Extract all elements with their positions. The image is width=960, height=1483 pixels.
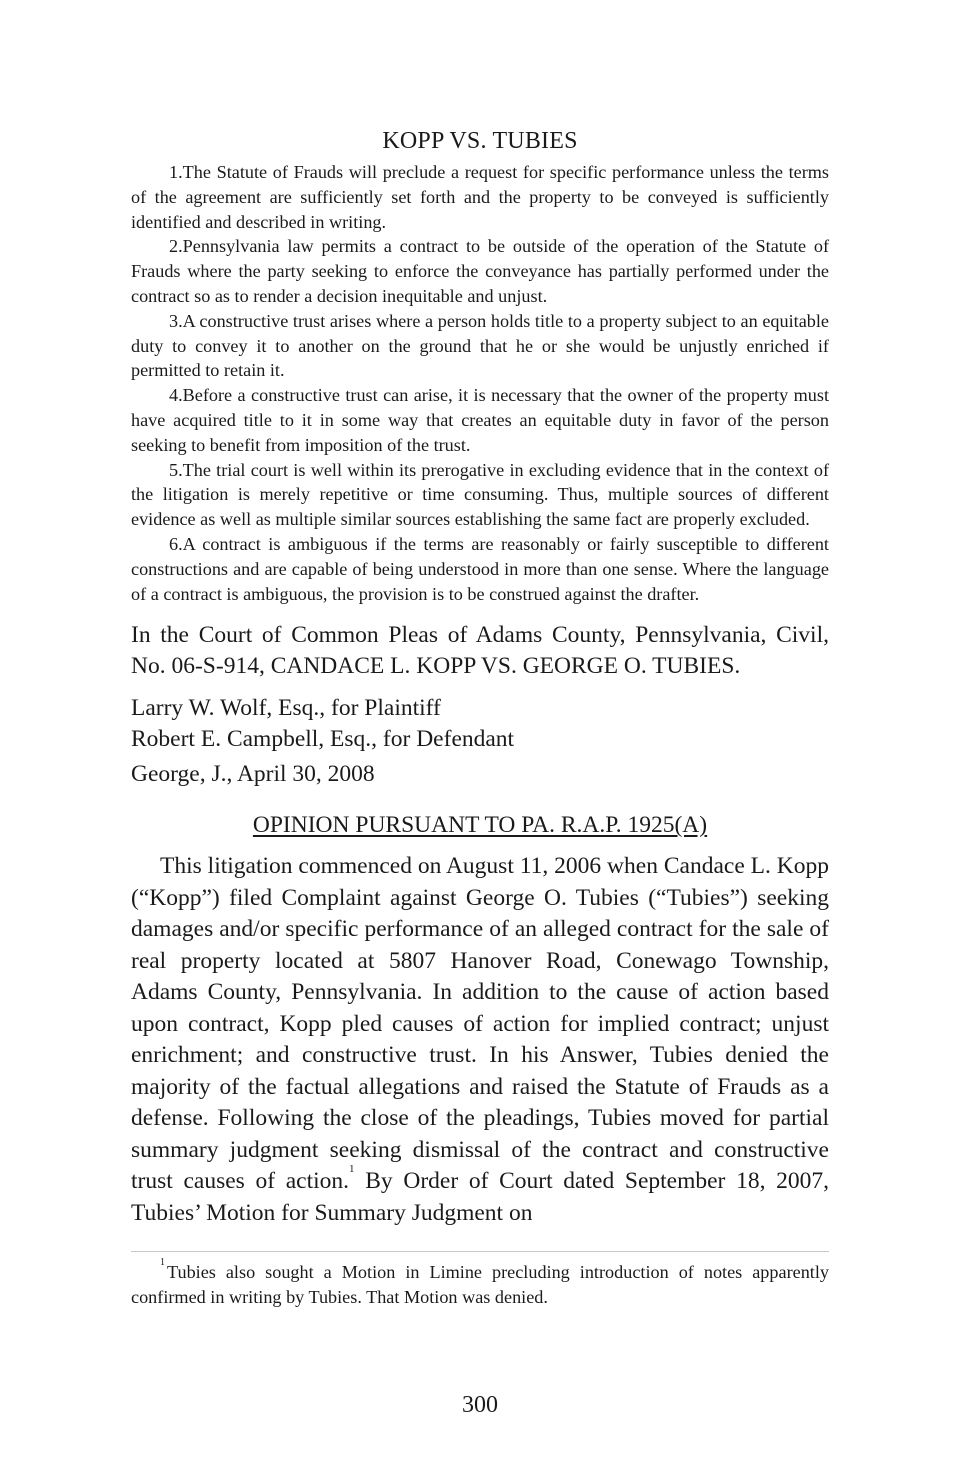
footnote bbox=[131, 1257, 829, 1310]
paragraph-text: This litigation commenced on August 11, 2006 when Candace L. Kopp (“Kopp”) filed Complaint against George O. Tubies (“Tubies”) seeking damages and/or specific performance of an alleged contract for the sale of real property located at 5807 Hanover Road, Conewago Township, Adams County, Pennsylvania. In addition to the cause of action based upon contract, Kopp pled causes of action for implied contract; unjust enrichment; and constructive trust. In his Answer, Tubies denied the majority of the factual allegations and raised the Statute of Frauds as a defense. Following the close of the pleadings, Tubies moved for partial summary judgment seeking dismissal of the contract and constructive trust causes of action. bbox=[131, 853, 829, 1195]
headnote-number: 4. bbox=[169, 385, 183, 406]
headnote bbox=[131, 383, 829, 457]
headnote bbox=[131, 532, 829, 606]
headnote-text: The Statute of Frauds will preclude a request for specific performance unless the terms of the agreement are sufficiently set forth and the property to be conveyed is sufficiently identified and described in writing. bbox=[131, 162, 829, 232]
footnote-divider bbox=[131, 1251, 829, 1252]
headnotes bbox=[131, 160, 829, 606]
headnote-number: 2. bbox=[169, 236, 183, 257]
headnote-number: 3. bbox=[169, 310, 183, 331]
headnote-number: 1. bbox=[169, 162, 183, 182]
judge-date-line: George, J., April 30, 2008 bbox=[131, 761, 375, 788]
defendant-counsel: Robert E. Campbell, Esq., for Defendant bbox=[131, 726, 515, 753]
footnote-marker: 1 bbox=[160, 1257, 165, 1269]
footnote-text: Tubies also sought a Motion in Limine precluding introduction of notes apparently confirmed in writing by Tubies. That Motion was denied. bbox=[131, 1262, 829, 1308]
footnote-reference: 1 bbox=[349, 1163, 355, 1176]
counsel-block bbox=[131, 693, 829, 755]
opinion-paragraph bbox=[131, 851, 829, 1229]
headnote bbox=[131, 309, 829, 383]
headnote-text: A contract is ambiguous if the terms are reasonably or fairly susceptible to different constructions and are capable of being understood in more than one sense. Where the language of a contract is ambiguous, the provision is to be construed against the drafter. bbox=[131, 533, 829, 604]
case-caption: In the Court of Common Pleas of Adams County, Pennsylvania, Civil, No. 06-S-914, CANDACE L. KOPP VS. GEORGE O. TUBIES. bbox=[131, 622, 829, 680]
page-content bbox=[131, 126, 829, 1310]
plaintiff-counsel: Larry W. Wolf, Esq., for Plaintiff bbox=[131, 695, 441, 722]
headnote bbox=[131, 160, 829, 234]
headnote-text: A constructive trust arises where a person holds title to a property subject to an equitable duty to convey it to another on the ground that he or she would be unjustly enriched if permitted to retain it. bbox=[131, 310, 829, 381]
opinion-heading: OPINION PURSUANT TO PA. R.A.P. 1925(A) bbox=[252, 812, 708, 839]
headnote-number: 6. bbox=[169, 533, 183, 554]
running-title: KOPP VS. TUBIES bbox=[382, 128, 578, 154]
headnote-number: 5. bbox=[169, 459, 183, 480]
headnote-text: The trial court is well within its prerogative in excluding evidence that in the context of the litigation is merely repetitive or time consuming. Thus, multiple sources of different evidence as well as multiple similar sources establishing the same fact are properly excluded. bbox=[131, 459, 829, 530]
headnote-text: Pennsylvania law permits a contract to be outside of the operation of the Statute of Frauds where the party seeking to enforce the conveyance has partially performed under the contract so as to render a decision inequitable and unjust. bbox=[131, 236, 829, 306]
headnote-text: Before a constructive trust can arise, it is necessary that the owner of the property must have acquired title to it in some way that creates an equitable duty in favor of the person seeking to benefit from imposition of the trust. bbox=[131, 385, 829, 455]
headnote bbox=[131, 458, 829, 532]
page-number: 300 bbox=[462, 1392, 498, 1418]
headnote bbox=[131, 234, 829, 308]
paragraph-text-continued: By Order of Court dated September 18, 2007, Tubies’ Motion for Summary Judgment on bbox=[131, 1168, 830, 1226]
